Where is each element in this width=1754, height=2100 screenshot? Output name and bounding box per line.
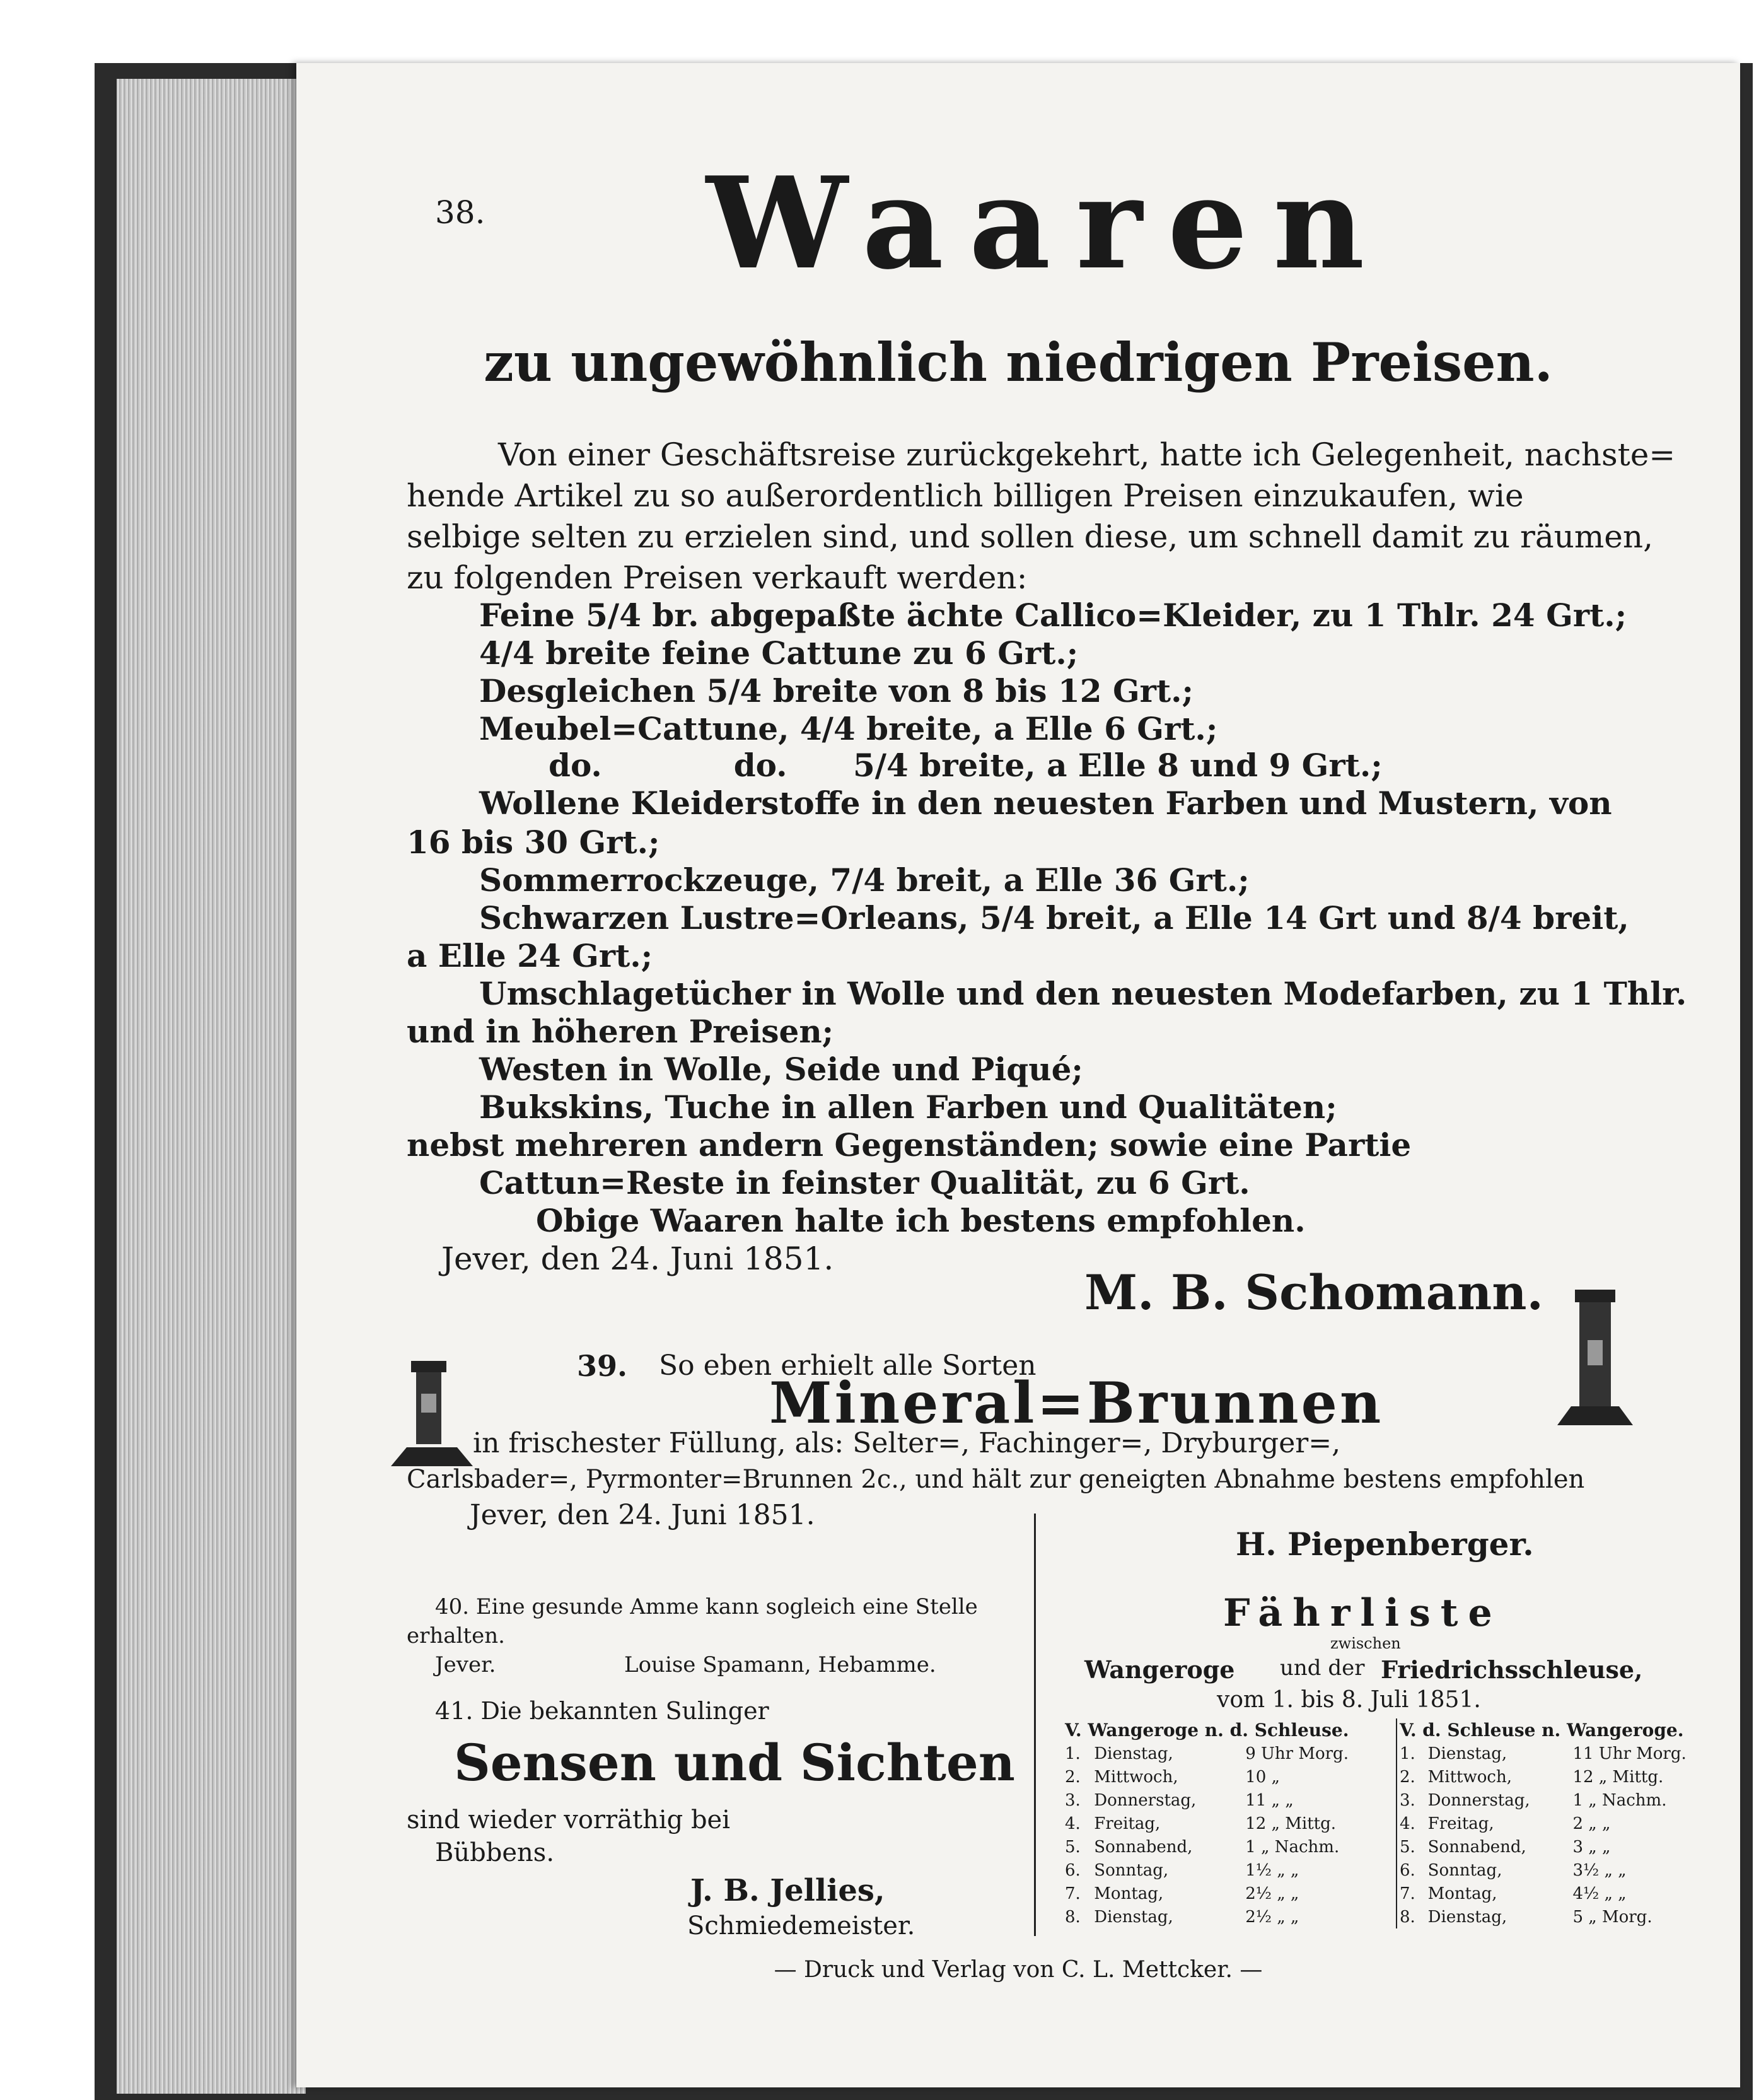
cell: Freitag, xyxy=(1094,1814,1161,1833)
bottle-icon-left xyxy=(391,1356,473,1469)
table-row xyxy=(1062,1788,1731,1812)
ad41-line2: sind wieder vorräthig bei xyxy=(407,1805,731,1835)
ferry-period: vom 1. bis 8. Juli 1851. xyxy=(1217,1687,1481,1713)
item-line: Desgleichen 5/4 breite von 8 bis 12 Grt.; xyxy=(479,672,1194,709)
cell: Donnerstag, xyxy=(1427,1790,1530,1810)
ad41-line1: 41. Die bekannten Sulinger xyxy=(435,1697,769,1725)
cell: Mittwoch, xyxy=(1427,1767,1512,1787)
ad-number-39: 39. xyxy=(577,1349,628,1383)
ferry-between: zwischen xyxy=(1330,1635,1401,1652)
cell: Sonntag, xyxy=(1094,1860,1169,1880)
cell: 5. xyxy=(1065,1837,1081,1857)
intro-line: hende Artikel zu so außerordentlich billigen Preisen einzukaufen, wie xyxy=(407,477,1524,514)
ad40-line2: erhalten. xyxy=(407,1623,505,1648)
ad39-place-date: Jever, den 24. Juni 1851. xyxy=(470,1499,815,1531)
item-line: und in höheren Preisen; xyxy=(407,1013,834,1050)
ad41-line3: Bübbens. xyxy=(435,1838,555,1867)
cell: Sonnabend, xyxy=(1094,1837,1193,1857)
item-line: Obige Waaren halte ich bestens empfohlen. xyxy=(536,1202,1306,1239)
cell: 2½ „ „ xyxy=(1245,1884,1299,1903)
ad40-signature: Louise Spamann, Hebamme. xyxy=(624,1652,936,1677)
intro-line: selbige selten zu erzielen sind, und sollen diese, um schnell damit zu räumen, xyxy=(407,518,1653,555)
ad-number-38: 38. xyxy=(435,194,485,231)
cell: 4½ „ „ xyxy=(1572,1884,1627,1903)
item-line: Bukskins, Tuche in allen Farben und Qualitäten; xyxy=(479,1088,1337,1126)
table-row xyxy=(1062,1905,1731,1928)
cell: 5. xyxy=(1397,1835,1426,1858)
intro-line: zu folgenden Preisen verkauft werden: xyxy=(407,559,1028,596)
cell: 2. xyxy=(1065,1767,1081,1787)
cell: 1½ „ „ xyxy=(1245,1860,1299,1880)
cell: 1. xyxy=(1065,1744,1081,1763)
cell: Freitag, xyxy=(1427,1814,1494,1833)
cell: Sonnabend, xyxy=(1427,1837,1526,1857)
signature-piepenberger: H. Piepenberger. xyxy=(1236,1525,1534,1563)
signature-schomann: M. B. Schomann. xyxy=(1084,1264,1543,1321)
cell: Donnerstag, xyxy=(1094,1790,1197,1810)
cell: 5 „ Morg. xyxy=(1572,1907,1652,1927)
item-line: Umschlagetücher in Wolle und den neuesten Modefarben, zu 1 Thlr. xyxy=(479,975,1687,1012)
cell: 11 „ „ xyxy=(1245,1790,1294,1810)
cell: 3. xyxy=(1065,1790,1081,1810)
cell: 9 Uhr Morg. xyxy=(1245,1744,1349,1763)
item-line: 16 bis 30 Grt.; xyxy=(407,824,660,861)
cell: 4. xyxy=(1397,1812,1426,1835)
cell: 11 Uhr Morg. xyxy=(1572,1744,1687,1763)
table-row xyxy=(1062,1858,1731,1882)
cell: Dienstag, xyxy=(1094,1907,1173,1927)
table-row xyxy=(1062,1742,1731,1765)
cell: Montag, xyxy=(1094,1884,1164,1903)
table-row xyxy=(1062,1812,1731,1835)
cell: 10 „ xyxy=(1245,1767,1281,1787)
table-row xyxy=(1062,1765,1731,1788)
cell: Montag, xyxy=(1427,1884,1497,1903)
ferry-header-right: V. d. Schleuse n. Wangeroge. xyxy=(1397,1718,1731,1742)
subheadline: zu ungewöhnlich niedrigen Preisen. xyxy=(484,331,1553,394)
cell: 3 „ „ xyxy=(1572,1837,1611,1857)
item-line: Sommerrockzeuge, 7/4 breit, a Elle 36 Grt.; xyxy=(479,861,1250,899)
ad40-place: Jever. xyxy=(435,1652,496,1677)
place-date: Jever, den 24. Juni 1851. xyxy=(441,1240,834,1277)
ad39-line2: Carlsbader=, Pyrmonter=Brunnen 2c., und hält zur geneigten Abnahme bestens empfohlen xyxy=(407,1465,1585,1494)
cell: Dienstag, xyxy=(1427,1907,1507,1927)
cell: 3½ „ „ xyxy=(1572,1860,1627,1880)
ferry-route-a: Wangeroge xyxy=(1084,1655,1235,1684)
cell: 2½ „ „ xyxy=(1245,1907,1299,1927)
cell: 7. xyxy=(1397,1882,1426,1905)
item-line: do. do. 5/4 breite, a Elle 8 und 9 Grt.; xyxy=(549,747,1383,784)
item-line: 4/4 breite feine Cattune zu 6 Grt.; xyxy=(479,634,1079,672)
cell: 3. xyxy=(1397,1788,1426,1812)
item-line: a Elle 24 Grt.; xyxy=(407,937,653,974)
item-line: Cattun=Reste in feinster Qualität, zu 6 Grt. xyxy=(479,1164,1250,1201)
cell: 7. xyxy=(1065,1884,1081,1903)
cell: Mittwoch, xyxy=(1094,1767,1178,1787)
item-line: Schwarzen Lustre=Orleans, 5/4 breit, a Elle 14 Grt und 8/4 breit, xyxy=(479,899,1629,936)
ad39-line1: in frischester Füllung, als: Selter=, Fachinger=, Dryburger=, xyxy=(473,1427,1341,1459)
cell: 1. xyxy=(1397,1742,1426,1765)
cell: 4. xyxy=(1065,1814,1081,1833)
ferry-header-left: V. Wangeroge n. d. Schleuse. xyxy=(1065,1720,1349,1741)
bottle-icon-right xyxy=(1557,1283,1633,1428)
cell: Dienstag, xyxy=(1427,1744,1507,1763)
ferry-route-and: und der xyxy=(1280,1655,1365,1681)
intro-line: Von einer Geschäftsreise zurückgekehrt, hatte ich Gelegenheit, nachste= xyxy=(498,436,1676,473)
cell: 12 „ Mittg. xyxy=(1245,1814,1337,1833)
item-line: Meubel=Cattune, 4/4 breite, a Elle 6 Grt.; xyxy=(479,710,1218,747)
cell: Dienstag, xyxy=(1094,1744,1173,1763)
ferry-title: Fährliste xyxy=(1223,1591,1502,1635)
ferry-schedule-table xyxy=(1062,1718,1731,1928)
item-line: nebst mehreren andern Gegenständen; sowie eine Partie xyxy=(407,1126,1412,1164)
headline-sensen-sichten: Sensen und Sichten xyxy=(454,1733,1015,1792)
cell: 2. xyxy=(1397,1765,1426,1788)
cell: 1 „ Nachm. xyxy=(1572,1790,1667,1810)
ferry-route-b: Friedrichsschleuse, xyxy=(1381,1655,1643,1684)
item-line: Feine 5/4 br. abgepaßte ächte Callico=Kleider, zu 1 Thlr. 24 Grt.; xyxy=(479,597,1627,634)
cell: 1 „ Nachm. xyxy=(1245,1837,1340,1857)
column-divider xyxy=(1034,1514,1036,1936)
cell: 8. xyxy=(1065,1907,1081,1927)
cell: 8. xyxy=(1397,1905,1426,1928)
item-line: Wollene Kleiderstoffe in den neuesten Farben und Mustern, von xyxy=(479,785,1612,822)
newspaper-page xyxy=(296,63,1740,2087)
headline-waaren: Waaren xyxy=(706,149,1390,298)
page-edges xyxy=(117,79,306,2094)
table-row xyxy=(1062,1882,1731,1905)
cell: 6. xyxy=(1065,1860,1081,1880)
cell: 2 „ „ xyxy=(1572,1814,1611,1833)
headline-mineral-brunnen: Mineral=Brunnen xyxy=(769,1370,1384,1437)
cell: 6. xyxy=(1397,1858,1426,1882)
item-line: Westen in Wolle, Seide und Piqué; xyxy=(479,1051,1083,1088)
cell: Sonntag, xyxy=(1427,1860,1502,1880)
cell: 12 „ Mittg. xyxy=(1572,1767,1664,1787)
ad39-lead: So eben erhielt alle Sorten xyxy=(659,1350,1037,1382)
signature-jellies: J. B. Jellies, xyxy=(690,1873,885,1908)
ad40-line1: 40. Eine gesunde Amme kann sogleich eine Stelle xyxy=(435,1594,978,1619)
ad41-title: Schmiedemeister. xyxy=(687,1911,915,1940)
table-row xyxy=(1062,1835,1731,1858)
printer-footer: — Druck und Verlag von C. L. Mettcker. — xyxy=(774,1957,1263,1983)
